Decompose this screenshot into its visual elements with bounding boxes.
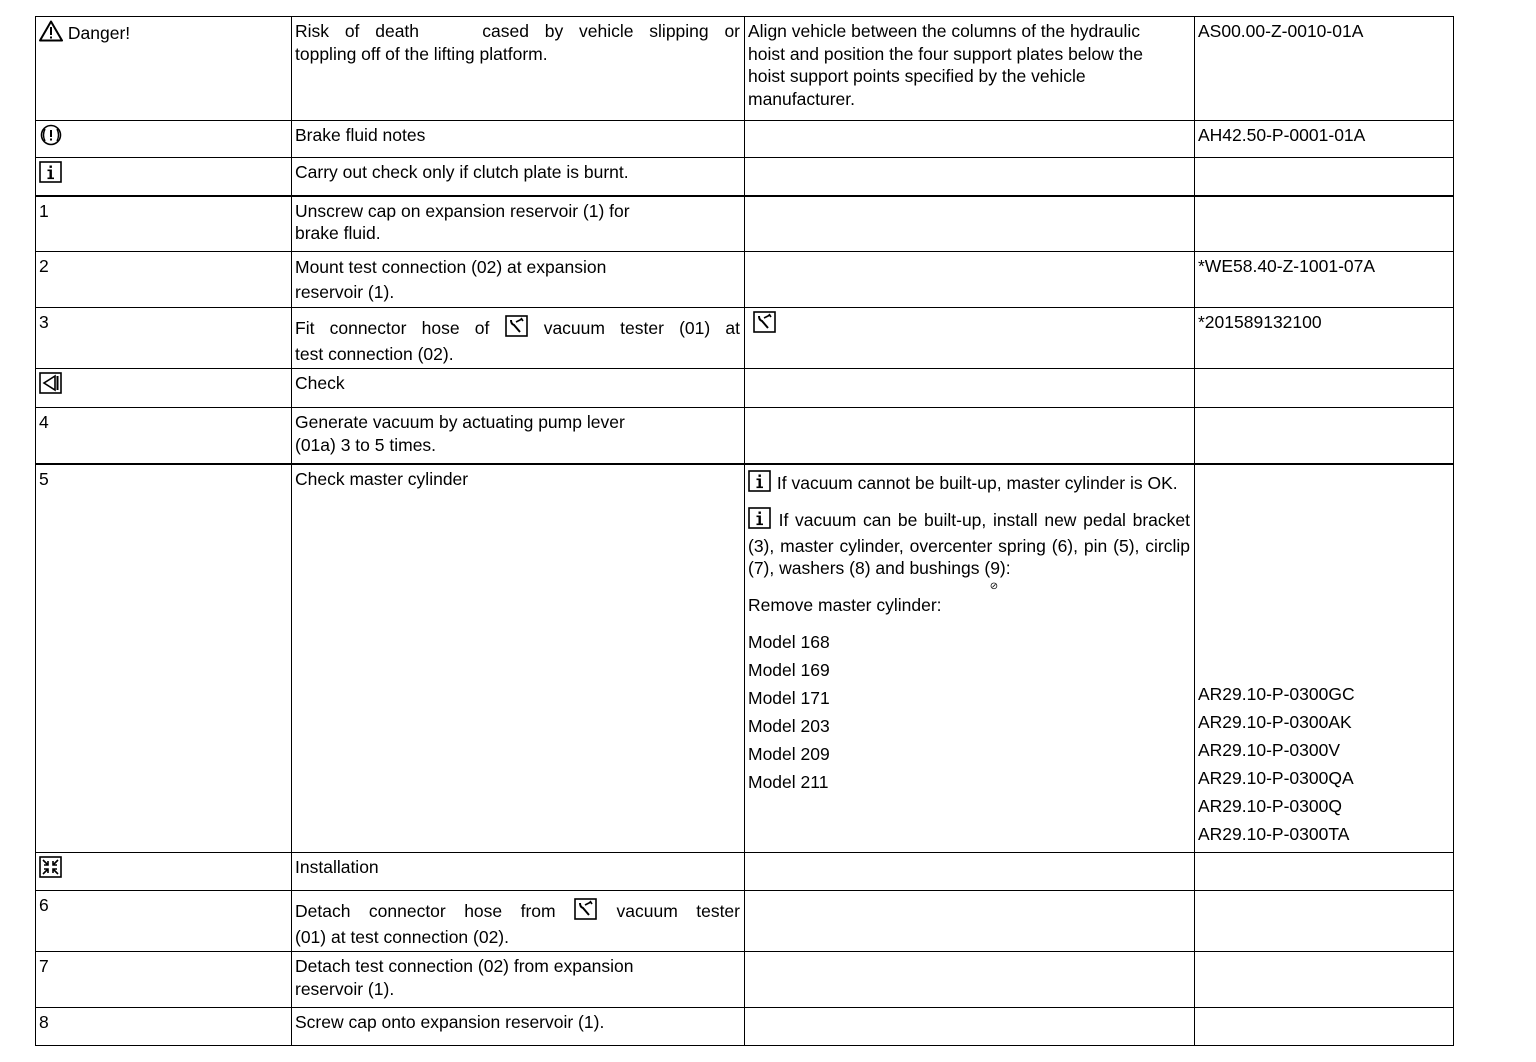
description-cell (292, 196, 745, 252)
action-cell (745, 196, 1195, 252)
reference-cell (1195, 158, 1454, 196)
model-list (748, 628, 1190, 796)
description-text: vacuum tester (616, 901, 740, 921)
model-name: Model 209 (748, 744, 830, 764)
description-line: test connection (02). (295, 343, 454, 364)
action-cell (745, 1008, 1195, 1046)
model-name: Model 203 (748, 716, 830, 736)
description-text: Screw cap onto expansion reservoir (1). (295, 1012, 605, 1032)
action-cell (745, 308, 1195, 369)
description-cell (292, 308, 745, 369)
model-name: Model 211 (748, 772, 829, 792)
reference-link[interactable]: AS00.00-Z-0010-01A (1198, 21, 1364, 41)
table-row-step-6 (36, 891, 1454, 952)
reference-link[interactable]: AR29.10-P-0300AK (1198, 711, 1352, 732)
table-row-brake-fluid (36, 121, 1454, 158)
description-cell (292, 891, 745, 952)
brake-fluid-note-icon (39, 124, 63, 152)
reference-cell (1195, 121, 1454, 158)
step-number: 6 (39, 895, 49, 915)
reference-link[interactable]: AR29.10-P-0300QA (1198, 767, 1354, 788)
description-text: Brake fluid notes (295, 125, 426, 145)
model-name: Model 168 (748, 632, 830, 652)
reference-cell (1195, 1008, 1454, 1046)
reference-link[interactable]: AH42.50-P-0001-01A (1198, 125, 1366, 145)
step-number: 1 (39, 200, 49, 221)
info-note-text: If vacuum cannot be built-up, master cylinder is OK. (776, 472, 1178, 493)
description-line: Risk of death cased by vehicle slipping or (295, 21, 740, 41)
step-cell (36, 158, 292, 196)
description-text: Installation (295, 857, 379, 877)
step-label: Danger! (67, 23, 131, 43)
circle-mark-icon: ⊘ (989, 580, 999, 592)
action-cell (745, 252, 1195, 308)
reference-cell (1195, 369, 1454, 408)
info-note (748, 470, 1190, 498)
description-cell (292, 369, 745, 408)
description-cell (292, 464, 745, 853)
description-text: Check master cylinder (295, 468, 469, 489)
step-cell (36, 408, 292, 464)
description-text: Generate vacuum by actuating pump lever (01a) 3 to 5 times. (295, 412, 625, 455)
description-line (295, 315, 740, 343)
description-cell (292, 952, 745, 1008)
installation-icon (39, 856, 63, 884)
step-cell (36, 853, 292, 891)
warning-triangle-icon (39, 20, 63, 48)
step-cell (36, 121, 292, 158)
step-cell (36, 891, 292, 952)
special-tool-icon (753, 311, 777, 339)
reference-cell (1195, 252, 1454, 308)
info-icon (748, 470, 772, 498)
reference-link[interactable]: AR29.10-P-0300GC (1198, 683, 1355, 704)
description-cell (292, 121, 745, 158)
table-row-step-8 (36, 1008, 1454, 1046)
action-cell (745, 853, 1195, 891)
action-cell (745, 408, 1195, 464)
table-row-info (36, 158, 1454, 196)
procedure-table (35, 16, 1454, 1046)
description-line: toppling off of the lifting platform. (295, 43, 548, 64)
special-tool-icon (505, 315, 529, 343)
description-text: Carry out check only if clutch plate is burnt. (295, 162, 629, 182)
description-line: (01) at test connection (02). (295, 926, 509, 947)
reference-cell (1195, 17, 1454, 121)
step-cell (36, 1008, 292, 1046)
reference-link[interactable]: AR29.10-P-0300V (1198, 739, 1341, 760)
step-cell (36, 952, 292, 1008)
step-number: 3 (39, 312, 49, 332)
step-number: 7 (39, 956, 49, 976)
action-text: Align vehicle between the columns of the hydraulic hoist and position the four support plates below the hoist support points specified by the vehicle manufacturer. (748, 21, 1143, 109)
model-reference-list (1198, 680, 1449, 848)
table-row-step-2 (36, 252, 1454, 308)
step-number: 4 (39, 412, 49, 432)
check-icon (39, 372, 63, 400)
description-text: Check (295, 373, 345, 393)
description-text: Detach connector hose from (295, 901, 556, 921)
step-number: 5 (39, 468, 49, 489)
description-text: Mount test connection (02) at expansion reservoir (1). (295, 257, 607, 302)
description-cell (292, 252, 745, 308)
reference-cell (1195, 464, 1454, 853)
info-icon (39, 161, 63, 189)
reference-link[interactable]: AR29.10-P-0300TA (1198, 823, 1350, 844)
step-cell (36, 17, 292, 121)
reference-cell (1195, 891, 1454, 952)
reference-cell (1195, 952, 1454, 1008)
step-cell (36, 308, 292, 369)
reference-link[interactable]: *201589132100 (1198, 312, 1322, 332)
action-cell (745, 158, 1195, 196)
action-cell (745, 121, 1195, 158)
description-text: Fit connector hose of (295, 318, 490, 338)
description-cell (292, 17, 745, 121)
special-tool-icon (574, 898, 598, 926)
table-row-step-1 (36, 196, 1454, 252)
info-icon (748, 507, 772, 535)
table-row-installation (36, 853, 1454, 891)
step-number: 2 (39, 256, 49, 276)
reference-cell (1195, 196, 1454, 252)
description-text: vacuum tester (01) at (543, 318, 740, 338)
reference-cell (1195, 308, 1454, 369)
reference-cell (1195, 853, 1454, 891)
action-cell (745, 17, 1195, 121)
description-text: Detach test connection (02) from expansion reservoir (1). (295, 956, 634, 999)
step-cell (36, 196, 292, 252)
model-name: Model 171 (748, 688, 830, 708)
table-row-step-4 (36, 408, 1454, 464)
step-cell (36, 464, 292, 853)
action-cell (745, 464, 1195, 853)
step-number: 8 (39, 1012, 49, 1032)
action-cell (745, 952, 1195, 1008)
table-row-step-7 (36, 952, 1454, 1008)
step-cell (36, 252, 292, 308)
description-text: Unscrew cap on expansion reservoir (1) for brake fluid. (295, 200, 630, 243)
description-cell (292, 158, 745, 196)
reference-cell (1195, 408, 1454, 464)
reference-link[interactable]: AR29.10-P-0300Q (1198, 795, 1342, 816)
description-cell (292, 853, 745, 891)
action-cell (745, 891, 1195, 952)
step-cell (36, 369, 292, 408)
action-cell (745, 369, 1195, 408)
model-name: Model 169 (748, 660, 830, 680)
table-row-step-3 (36, 308, 1454, 369)
info-note (748, 507, 1190, 580)
description-cell (292, 408, 745, 464)
description-line (295, 898, 740, 926)
table-row-check (36, 369, 1454, 408)
remove-label: Remove master cylinder: (748, 594, 942, 615)
table-row-danger (36, 17, 1454, 121)
description-cell (292, 1008, 745, 1046)
reference-link[interactable]: *WE58.40-Z-1001-07A (1198, 256, 1376, 276)
info-note-text: If vacuum can be built-up, install new pedal bracket (3), master cylinder, overcenter spring (6), pin (5), circlip (7), washers (8) and bushings (9): (748, 510, 1190, 578)
table-row-step-5 (36, 464, 1454, 853)
